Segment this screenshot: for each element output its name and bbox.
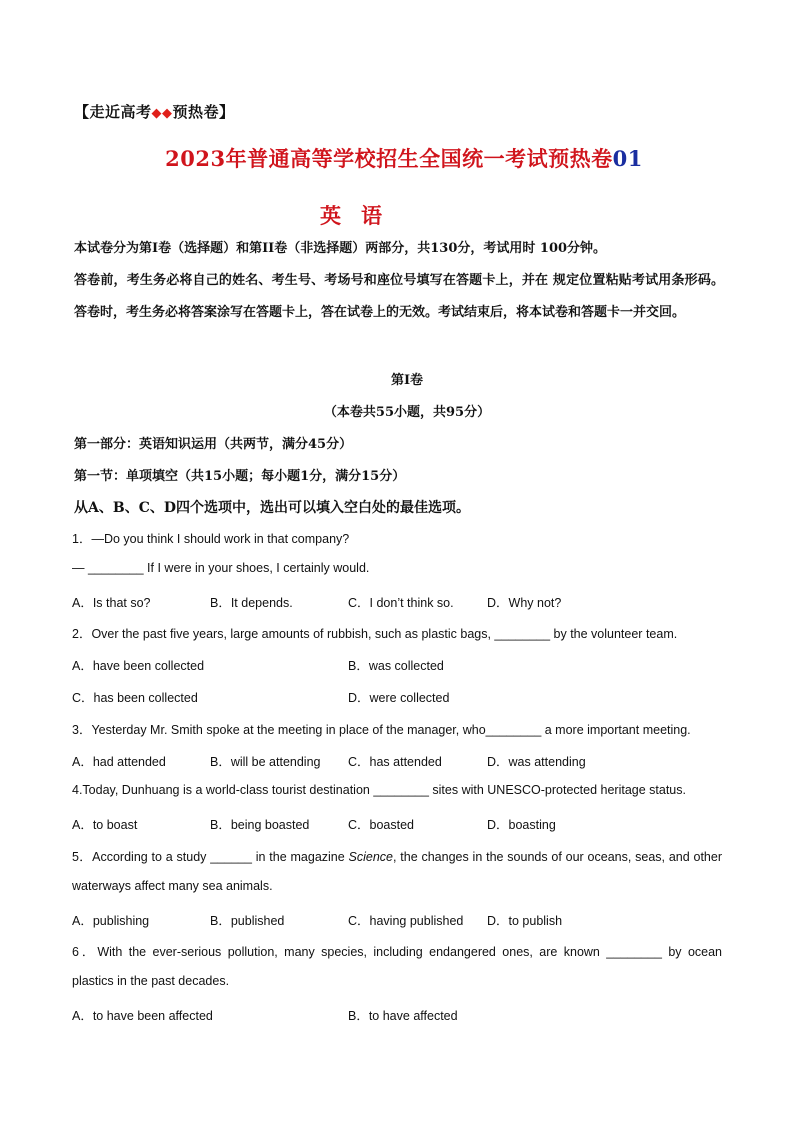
q5-option-d: D．to publish: [487, 914, 563, 928]
q3-option-c: C．has attended: [348, 755, 442, 769]
q2-option-a: A．have been collected: [72, 659, 205, 673]
q1-option-d: D．Why not?: [487, 596, 562, 610]
q2-stem: 2．Over the past five years, large amounts of rubbish, such as plastic bags, ________ by the volunteer team.: [72, 627, 678, 641]
q4-option-c: C．boasted: [348, 818, 415, 832]
q4-stem: 4.Today, Dunhuang is a world-class tourist destination ________ sites with UNESCO-protected heritage status.: [72, 783, 686, 797]
exam-title-number: 01: [612, 146, 643, 171]
paper-tag: [74, 101, 235, 122]
q1-stem2: — ________ If I were in your shoes, I certainly would.: [72, 561, 370, 575]
q1-option-b: B．It depends.: [210, 596, 293, 610]
tag-open: 【走近高考: [74, 103, 152, 121]
q5-option-a: A．publishing: [72, 914, 150, 928]
exam-title: [0, 143, 794, 173]
q2-option-d: D．were collected: [348, 691, 450, 705]
q5-stem-pre: 5．According to a study ______ in the magazine: [72, 850, 349, 864]
q5-stem-post: , the changes in the sounds of our oceans, seas, and other: [393, 850, 722, 864]
volume-subtitle: （本卷共55小题，共95分）: [323, 405, 491, 420]
q3-option-d: D．was attending: [487, 755, 586, 769]
exam-title-text: 2023年普通高等学校招生全国统一考试预热卷: [165, 146, 613, 171]
q4-option-a: A．to boast: [72, 818, 138, 832]
directions: 从A、B、C、D四个选项中，选出可以填入空白处的最佳选项。: [74, 500, 470, 516]
q5-stem: [72, 847, 722, 865]
q4-option-b: B．being boasted: [210, 818, 310, 832]
volume-title: 第I卷: [390, 373, 424, 388]
subject-title: 英语: [320, 203, 402, 228]
q6-stem: 6．With the ever-serious pollution, many species, including endangered ones, are known ________ by ocean: [72, 945, 722, 959]
q3-stem: 3．Yesterday Mr. Smith spoke at the meeting in place of the manager, who________ a more important meeting.: [72, 723, 691, 737]
q3-option-b: B．will be attending: [210, 755, 321, 769]
q4-option-d: D．boasting: [487, 818, 556, 832]
tag-close: 预热卷】: [172, 103, 235, 121]
section1-heading: 第一节：单项填空（共15小题；每小题1分，满分15分）: [74, 469, 406, 484]
part1-heading: 第一部分：英语知识运用（共两节，满分45分）: [74, 437, 353, 452]
q6-option-b: B．to have affected: [348, 1009, 458, 1023]
diamond-icon: ◆◆: [151, 106, 173, 121]
q5-stem-italic: Science: [348, 850, 393, 864]
q1-option-c: C．I don’t think so.: [348, 596, 454, 610]
q1-option-a: A．Is that so?: [72, 596, 151, 610]
q5-option-b: B．published: [210, 914, 285, 928]
q5-stem2: waterways affect many sea animals.: [72, 879, 273, 893]
instructions-para2: 答卷前，考生务必将自己的姓名、考生号、考场号和座位号填写在答题卡上，并在 规定位置粘贴考试用条形码。答卷时，考生务必将答案涂写在答题卡上，答在试卷上的无效。考试结束后，将本试卷和答题卡一并交回。: [74, 273, 724, 320]
q2-option-c: C．has been collected: [72, 691, 198, 705]
q6-option-a: A．to have been affected: [72, 1009, 213, 1023]
q3-option-a: A．had attended: [72, 755, 166, 769]
q1-stem: 1．—Do you think I should work in that company?: [72, 532, 350, 546]
q5-option-c: C．having published: [348, 914, 464, 928]
q2-option-b: B．was collected: [348, 659, 444, 673]
q6-stem2: plastics in the past decades.: [72, 974, 230, 988]
instructions-line1: 本试卷分为第I卷（选择题）和第II卷（非选择题）两部分，共130分，考试用时 100分钟。: [74, 241, 607, 256]
